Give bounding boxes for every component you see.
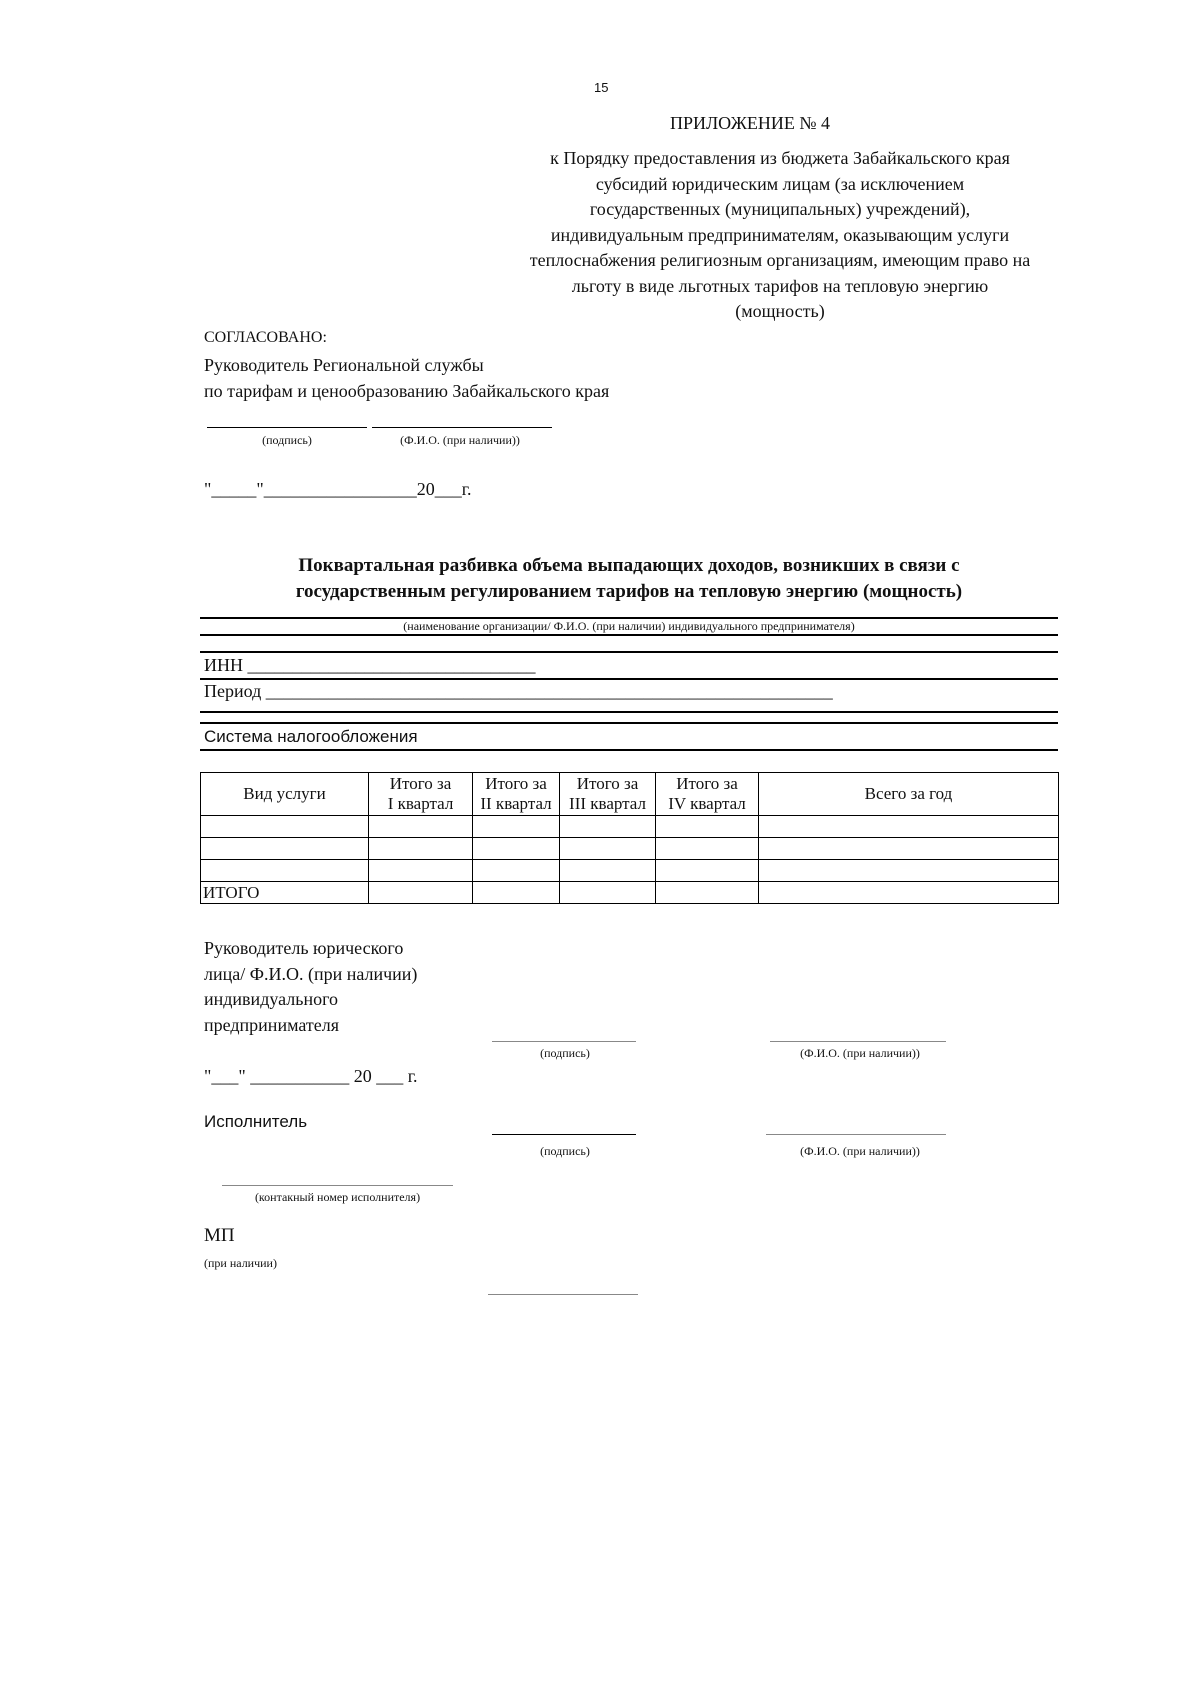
header-cell-q2: Итого за II квартал bbox=[473, 773, 560, 816]
table-cell bbox=[656, 860, 759, 882]
table-cell bbox=[369, 838, 473, 860]
appendix-subtitle bbox=[440, 146, 1120, 325]
total-label-cell: ИТОГО bbox=[201, 882, 369, 904]
header-cell-q4: Итого за IV квартал bbox=[656, 773, 759, 816]
contact-line bbox=[222, 1185, 453, 1186]
appendix-line: к Порядку предоставления из бюджета Забайкальского края bbox=[550, 148, 1010, 168]
table-cell bbox=[369, 882, 473, 904]
appendix-line: (мощность) bbox=[735, 301, 825, 321]
head-fio-line bbox=[770, 1041, 946, 1042]
org-caption: (наименование организации/ Ф.И.О. (при наличии) индивидуального предпринимателя) bbox=[403, 619, 855, 633]
table-cell bbox=[759, 816, 1059, 838]
table-cell bbox=[369, 860, 473, 882]
period-line-top bbox=[200, 678, 1058, 680]
page-number: 15 bbox=[594, 80, 609, 95]
contact-caption: (контакный номер исполнителя) bbox=[254, 1190, 421, 1204]
table-cell bbox=[473, 816, 560, 838]
tax-label: Система налогообложения bbox=[204, 727, 418, 746]
table-cell bbox=[759, 882, 1059, 904]
table-row bbox=[201, 860, 1059, 882]
table-header-row bbox=[201, 773, 1059, 816]
revenue-table bbox=[200, 772, 1059, 904]
table-cell bbox=[201, 816, 369, 838]
header-cell-q1: Итого за I квартал bbox=[369, 773, 473, 816]
table-total-row bbox=[201, 882, 1059, 904]
stamp-label: МП bbox=[204, 1225, 235, 1246]
table-cell bbox=[560, 816, 656, 838]
stamp-line bbox=[488, 1294, 638, 1295]
header-cell-service: Вид услуги bbox=[201, 773, 369, 816]
head-block bbox=[204, 936, 417, 1038]
head-line: предпринимателя bbox=[204, 1014, 339, 1035]
head-line: лица/ Ф.И.О. (при наличии) bbox=[204, 963, 418, 984]
executor-fio-caption: (Ф.И.О. (при наличии)) bbox=[800, 1144, 920, 1158]
tax-line-top bbox=[200, 711, 1058, 713]
form-title-line: государственным регулированием тарифов на тепловую энергию (мощность) bbox=[295, 581, 963, 602]
table-cell bbox=[473, 882, 560, 904]
appendix-line: государственных (муниципальных) учреждений), bbox=[589, 199, 971, 219]
executor-signature-line bbox=[492, 1134, 636, 1135]
head-fio-caption: (Ф.И.О. (при наличии)) bbox=[800, 1046, 920, 1060]
table-cell bbox=[201, 838, 369, 860]
form-title bbox=[200, 553, 1058, 605]
inn-line-top bbox=[200, 651, 1058, 653]
fio-line bbox=[372, 427, 552, 428]
tax-line-bottom bbox=[200, 749, 1058, 751]
table-cell bbox=[201, 860, 369, 882]
table-cell bbox=[560, 838, 656, 860]
approval-label: СОГЛАСОВАНО: bbox=[204, 329, 327, 346]
table-cell bbox=[473, 838, 560, 860]
table-cell bbox=[560, 860, 656, 882]
stamp-caption: (при наличии) bbox=[204, 1256, 277, 1270]
fio-caption: (Ф.И.О. (при наличии)) bbox=[400, 433, 520, 447]
approval-date: "_____"_________________20___г. bbox=[204, 479, 472, 499]
approval-line1: Руководитель Региональной службы bbox=[204, 355, 484, 375]
header-cell-year: Всего за год bbox=[759, 773, 1059, 816]
table-cell bbox=[759, 838, 1059, 860]
appendix-line: льготу в виде льготных тарифов на тепловую энергию bbox=[571, 275, 989, 296]
table-cell bbox=[560, 882, 656, 904]
org-line-bottom bbox=[200, 634, 1058, 636]
head-sign-caption: (подпись) bbox=[540, 1046, 590, 1060]
table-row bbox=[201, 816, 1059, 838]
header-cell-q3: Итого за III квартал bbox=[560, 773, 656, 816]
executor-fio-line bbox=[766, 1134, 946, 1135]
appendix-title: ПРИЛОЖЕНИЕ № 4 bbox=[669, 113, 831, 133]
approval-line2: по тарифам и ценообразованию Забайкальского края bbox=[204, 381, 610, 401]
form-title-line: Поквартальная разбивка объема выпадающих доходов, возникших в связи с bbox=[298, 555, 960, 576]
table-row bbox=[201, 838, 1059, 860]
table-cell bbox=[656, 882, 759, 904]
head-signature-line bbox=[492, 1041, 636, 1042]
head-date: "___" ___________ 20 ___ г. bbox=[204, 1066, 418, 1086]
table-cell bbox=[473, 860, 560, 882]
table-cell bbox=[369, 816, 473, 838]
table-cell bbox=[759, 860, 1059, 882]
sign-caption: (подпись) bbox=[262, 433, 312, 447]
table-cell bbox=[656, 838, 759, 860]
appendix-line: индивидуальным предпринимателям, оказывающим услуги bbox=[550, 224, 1010, 245]
executor-sign-caption: (подпись) bbox=[540, 1144, 590, 1158]
executor-label: Исполнитель bbox=[204, 1112, 308, 1131]
head-line: Руководитель юрического bbox=[204, 938, 404, 958]
tax-line-mid bbox=[200, 722, 1058, 724]
table-cell bbox=[656, 816, 759, 838]
signature-line bbox=[207, 427, 367, 428]
inn-label: ИНН ________________________________ bbox=[204, 655, 536, 675]
period-label: Период _______________________________________________________________ bbox=[204, 681, 833, 701]
appendix-line: субсидий юридическим лицам (за исключением bbox=[595, 173, 965, 194]
head-line: индивидуального bbox=[204, 989, 339, 1009]
appendix-line: теплоснабжения религиозным организациям, имеющим право на bbox=[529, 250, 1031, 270]
